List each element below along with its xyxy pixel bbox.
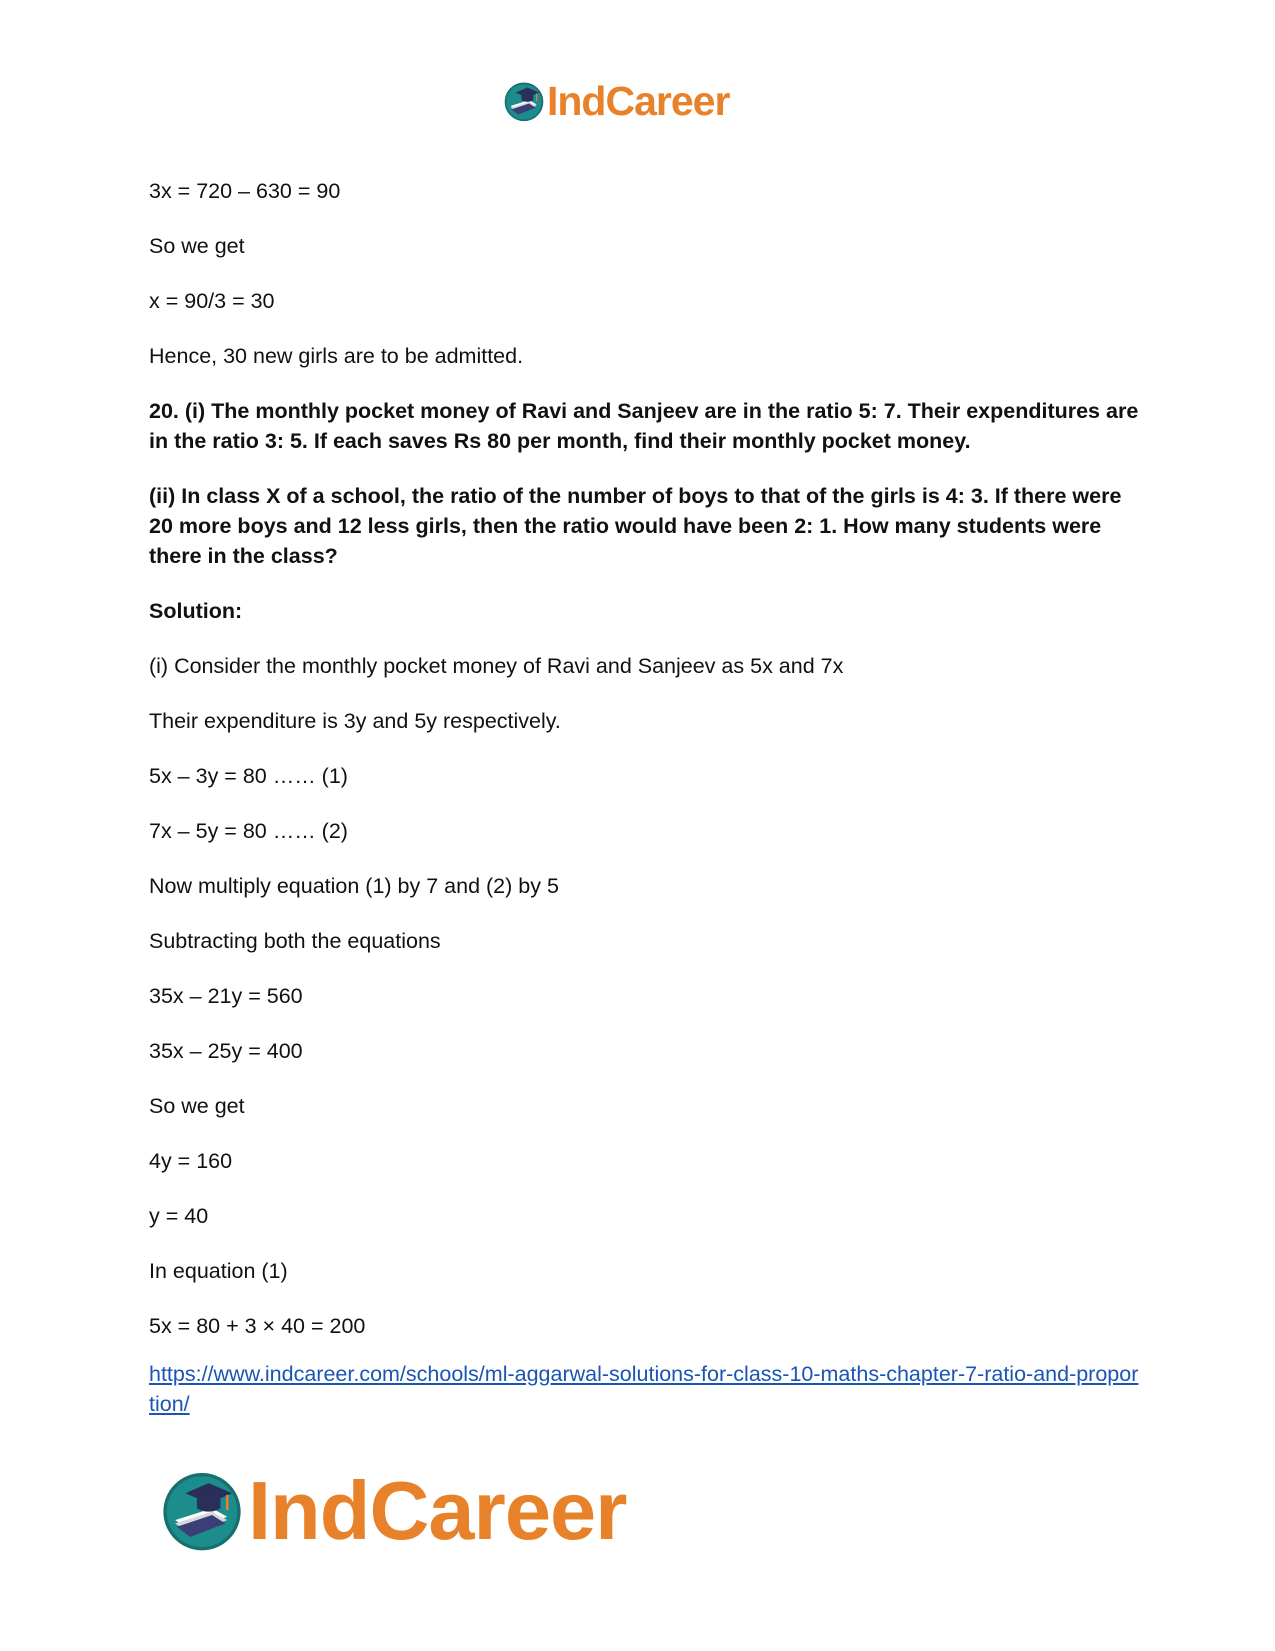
equation-line: x = 90/3 = 30 xyxy=(149,289,275,313)
solution-heading: Solution: xyxy=(149,599,243,623)
equation-line: 35x – 25y = 400 xyxy=(149,1039,303,1063)
equation-line: 5x = 80 + 3 × 40 = 200 xyxy=(149,1314,366,1338)
text-line: So we get xyxy=(149,234,245,258)
header-logo xyxy=(503,77,730,124)
conclusion-line: Hence, 30 new girls are to be admitted. xyxy=(149,344,524,368)
question-20-i: 20. (i) The monthly pocket money of Ravi and Sanjeev are in the ratio 5: 7. Their expenditures are in the ratio 3: 5. If each saves Rs 80 per month, find their monthly pocket money. xyxy=(149,399,1139,453)
solution-line: (i) Consider the monthly pocket money of Ravi and Sanjeev as 5x and 7x xyxy=(149,654,844,678)
solution-line: Subtracting both the equations xyxy=(149,929,441,953)
equation-line: 35x – 21y = 560 xyxy=(149,984,303,1008)
question-20-ii: (ii) In class X of a school, the ratio of the number of boys to that of the girls is 4: 3. If there were 20 more boys and 12 less girls, then the ratio would have been 2: 1. How many students were there in the class? xyxy=(149,484,1122,568)
solution-line: So we get xyxy=(149,1094,245,1118)
equation-line: 7x – 5y = 80 …… (2) xyxy=(149,819,348,843)
source-link[interactable]: https://www.indcareer.com/schools/ml-aggarwal-solutions-for-class-10-maths-chapter-7-ratio-and-proportion/ xyxy=(149,1362,1139,1416)
solution-line: Their expenditure is 3y and 5y respectively. xyxy=(149,709,561,733)
solution-line: In equation (1) xyxy=(149,1259,288,1283)
equation-line: 4y = 160 xyxy=(149,1149,233,1173)
graduation-cap-book-globe-icon xyxy=(503,80,545,122)
brand-name: IndCareer xyxy=(547,77,730,124)
document-body xyxy=(149,176,1139,1419)
footer-logo xyxy=(160,1463,627,1557)
solution-line: Now multiply equation (1) by 7 and (2) by 5 xyxy=(149,874,559,898)
brand-name: IndCareer xyxy=(248,1463,627,1557)
graduation-cap-book-globe-icon xyxy=(160,1468,244,1552)
equation-line: y = 40 xyxy=(149,1204,209,1228)
equation-line: 5x – 3y = 80 …… (1) xyxy=(149,764,348,788)
equation-line: 3x = 720 – 630 = 90 xyxy=(149,179,341,203)
